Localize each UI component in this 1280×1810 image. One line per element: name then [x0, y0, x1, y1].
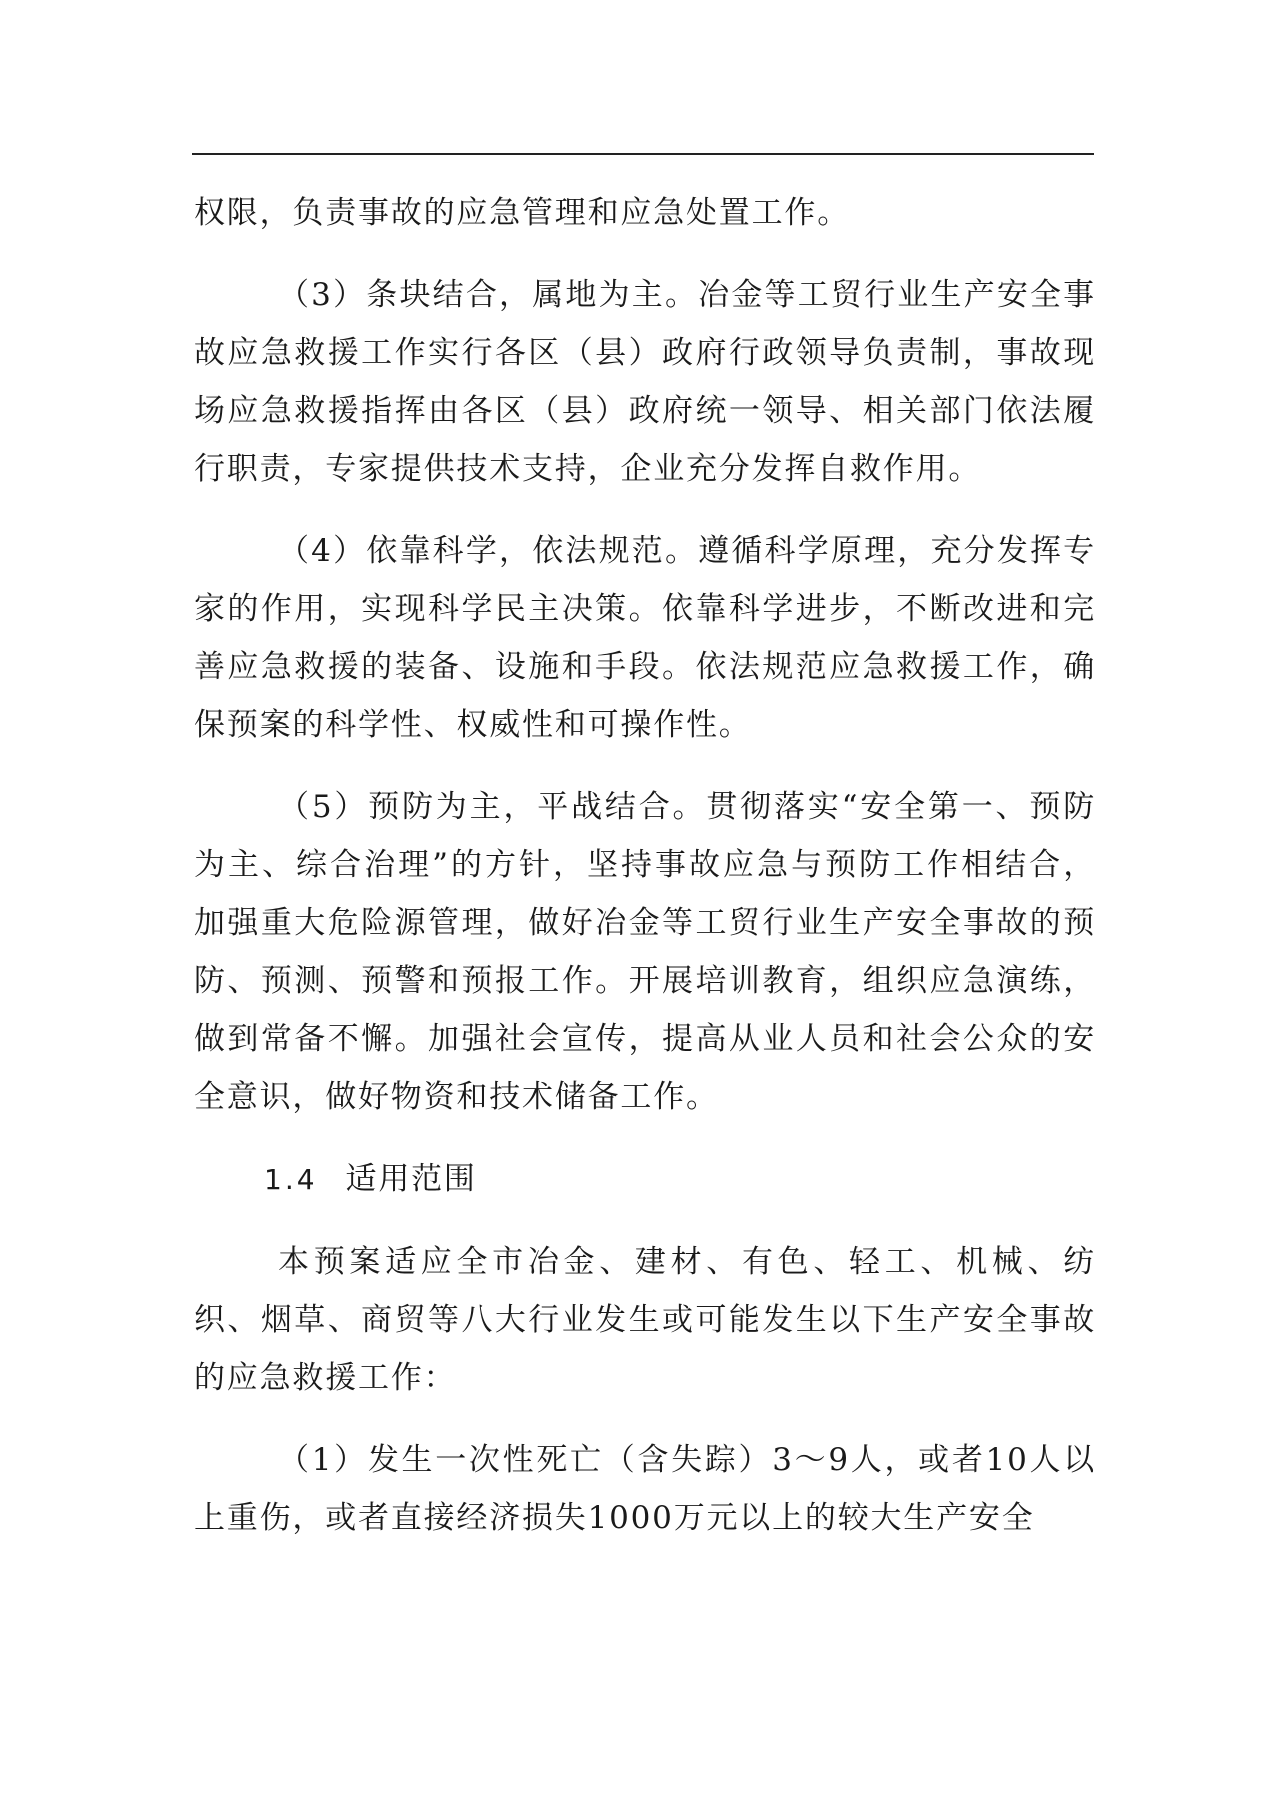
document-body [194, 184, 1096, 1547]
scope-item-1: （1）发生一次性死亡（含失踪）3～9人，或者10人以上重伤，或者直接经济损失1000万元以上的较大生产安全 [194, 1442, 1096, 1536]
section-title: 适用范围 [345, 1161, 477, 1197]
principle-paragraph-3: （3）条块结合，属地为主。冶金等工贸行业生产安全事故应急救援工作实行各区（县）政府行政领导负责制，事故现场应急救援指挥由各区（县）政府统一领导、相关部门依法履行职责，专家提供技术支持，企业充分发挥自救作用。 [194, 277, 1096, 487]
principle-paragraph-5: （5）预防为主，平战结合。贯彻落实“安全第一、预防为主、综合治理”的方针，坚持事故应急与预防工作相结合，加强重大危险源管理，做好冶金等工贸行业生产安全事故的预防、预测、预警和预报工作。开展培训教育，组织应急演练，做到常备不懈。加强社会宣传，提高从业人员和社会公众的安全意识，做好物资和技术储备工作。 [194, 789, 1096, 1115]
header-rule [192, 153, 1094, 155]
principle-paragraph-4: （4）依靠科学，依法规范。遵循科学原理，充分发挥专家的作用，实现科学民主决策。依靠科学进步，不断改进和完善应急救援的装备、设施和手段。依法规范应急救援工作，确保预案的科学性、权威性和可操作性。 [194, 533, 1096, 743]
continued-paragraph: 权限，负责事故的应急管理和应急处置工作。 [194, 195, 850, 231]
scope-paragraph: 本预案适应全市冶金、建材、有色、轻工、机械、纺织、烟草、商贸等八大行业发生或可能发生以下生产安全事故的应急救援工作： [194, 1244, 1096, 1396]
section-number: 1.4 [264, 1163, 318, 1196]
section-heading [194, 1150, 1096, 1209]
